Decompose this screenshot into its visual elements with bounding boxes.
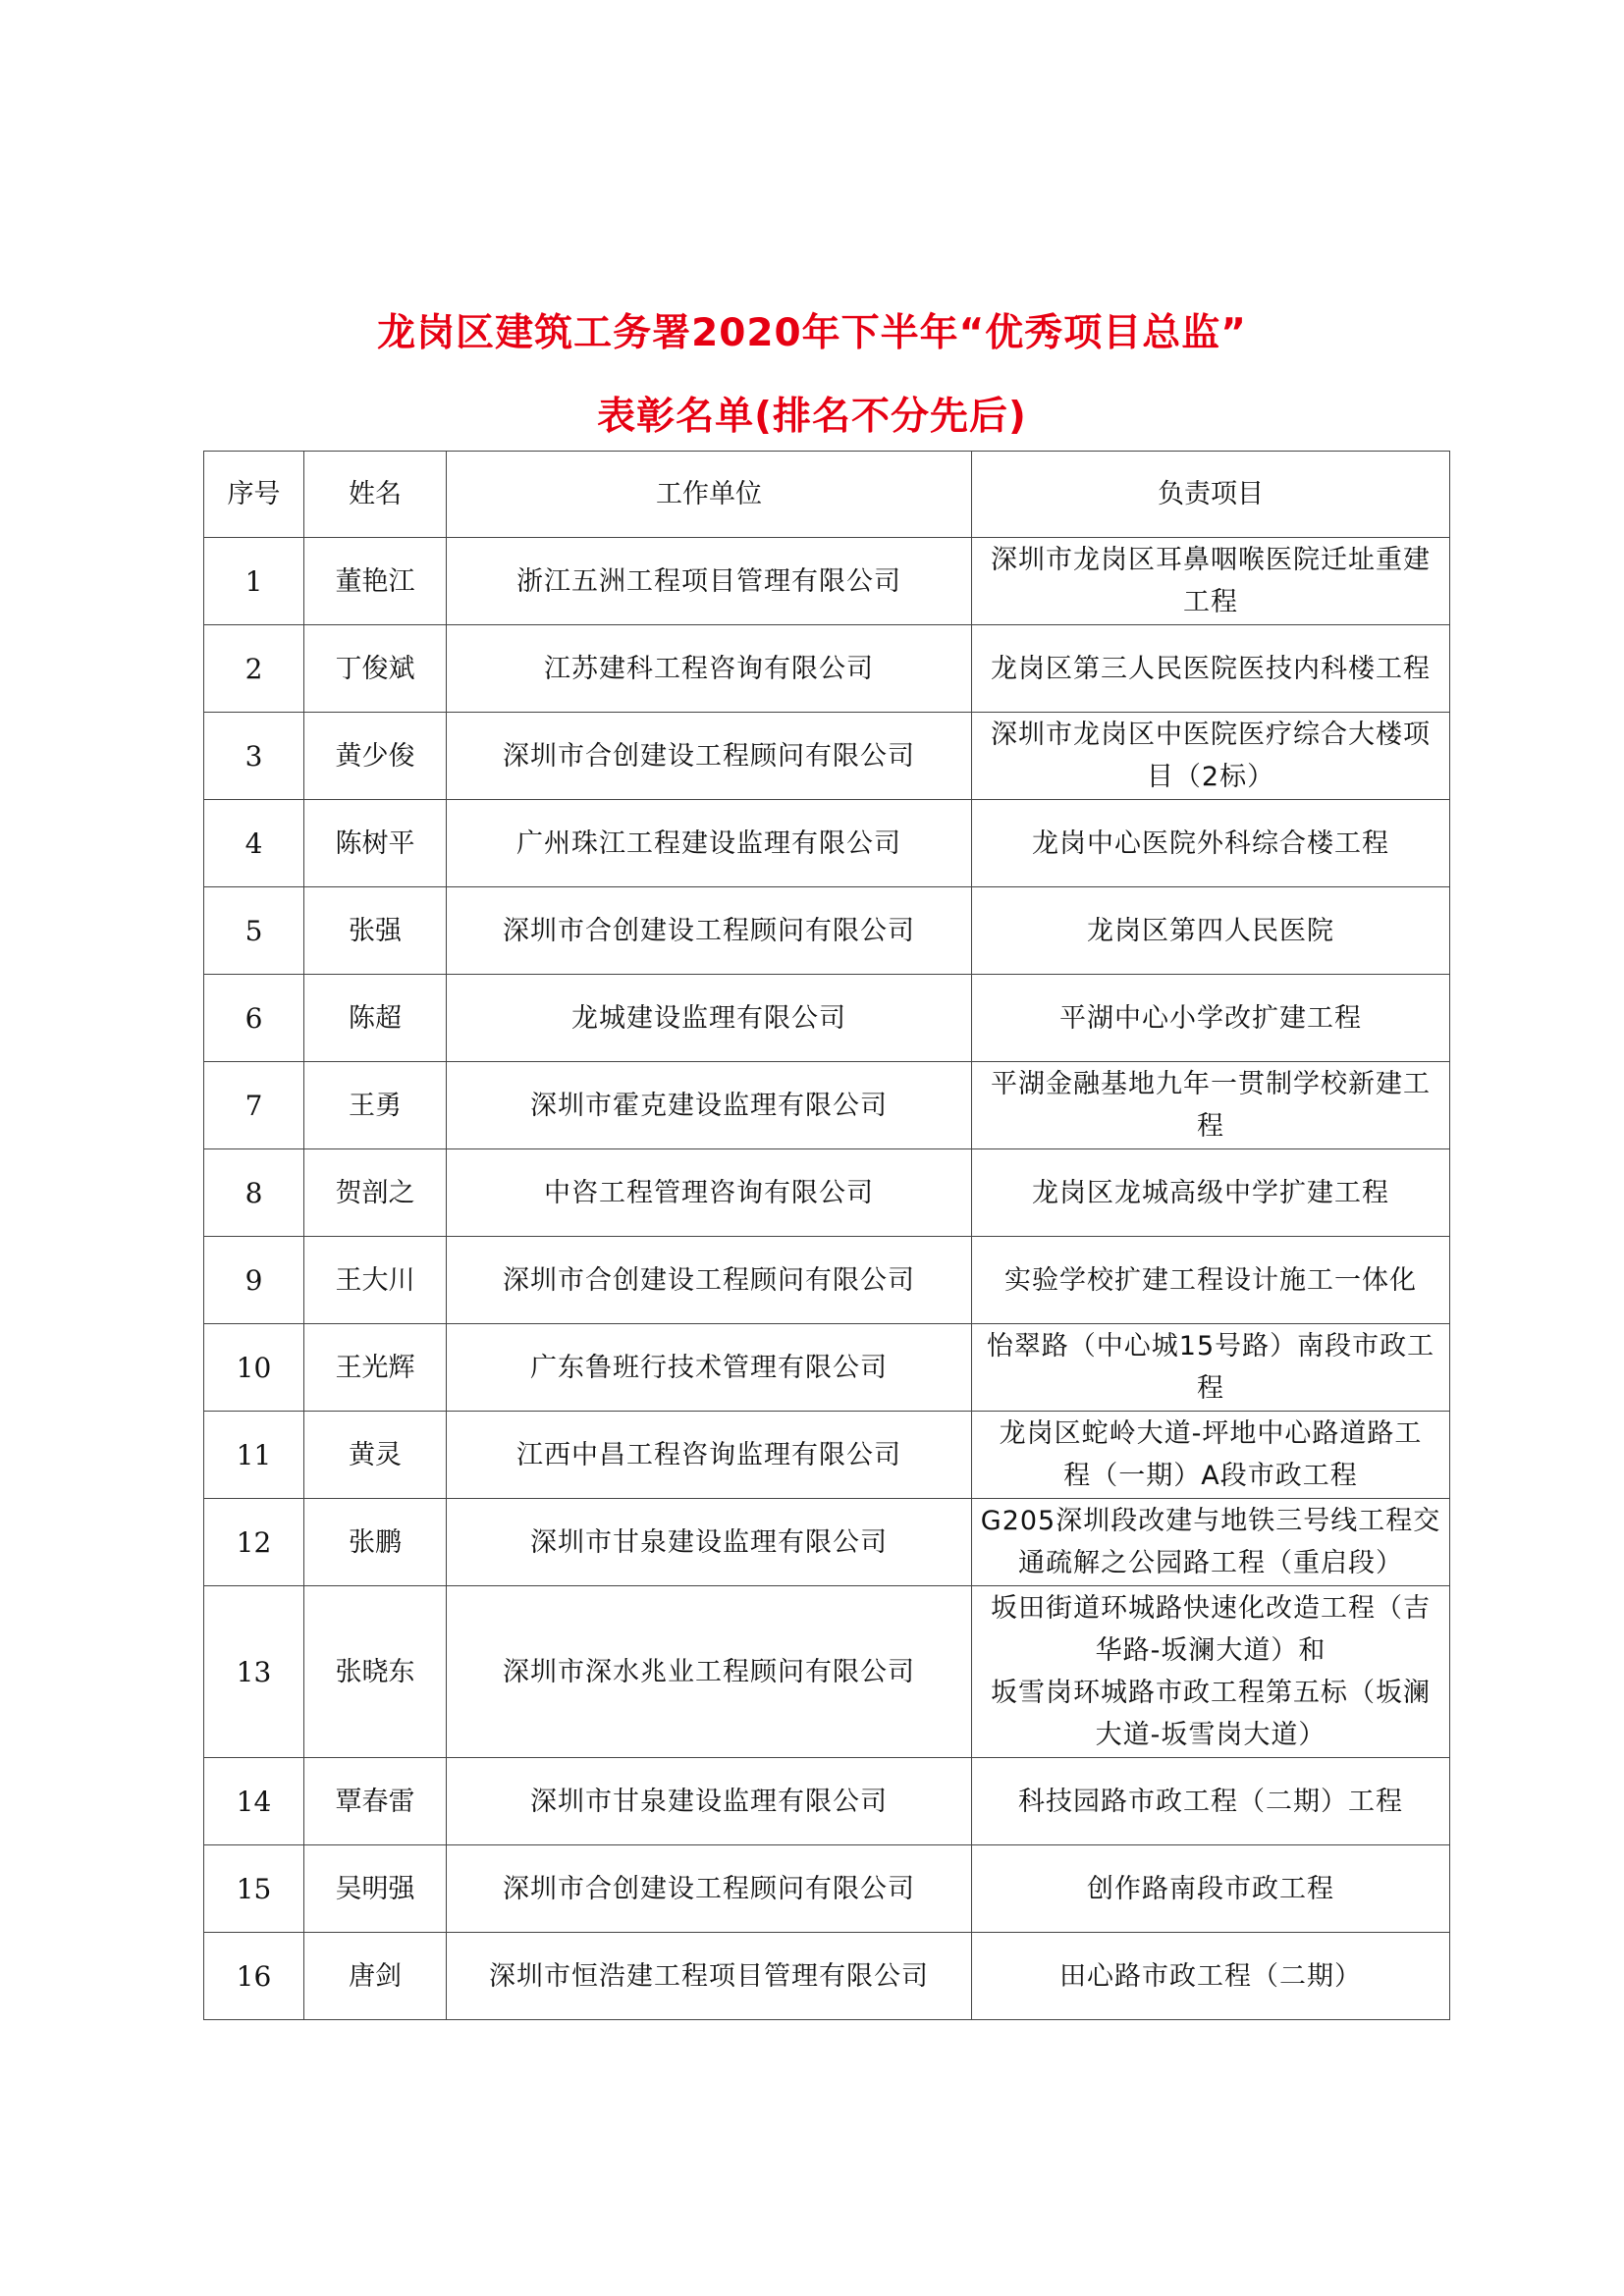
row-employer: 深圳市甘泉建设监理有限公司 <box>447 1499 972 1586</box>
row-employer: 深圳市合创建设工程顾问有限公司 <box>447 1845 972 1933</box>
row-employer: 江西中昌工程咨询监理有限公司 <box>447 1412 972 1499</box>
table-row <box>204 625 1450 713</box>
row-serial: 9 <box>204 1237 304 1324</box>
row-project: 深圳市龙岗区中医院医疗综合大楼项 目（2标） <box>972 713 1450 800</box>
row-name: 唐剑 <box>304 1933 447 2020</box>
row-serial: 16 <box>204 1933 304 2020</box>
row-name: 王光辉 <box>304 1324 447 1412</box>
header-name: 姓名 <box>304 452 447 538</box>
row-employer: 深圳市恒浩建工程项目管理有限公司 <box>447 1933 972 2020</box>
row-name: 陈树平 <box>304 800 447 887</box>
header-project: 负责项目 <box>972 452 1450 538</box>
row-project: 平湖中心小学改扩建工程 <box>972 975 1450 1062</box>
table-row <box>204 975 1450 1062</box>
row-serial: 5 <box>204 887 304 975</box>
row-name: 黄少俊 <box>304 713 447 800</box>
table-row <box>204 538 1450 625</box>
table-row <box>204 887 1450 975</box>
row-employer: 深圳市合创建设工程顾问有限公司 <box>447 887 972 975</box>
row-serial: 2 <box>204 625 304 713</box>
row-employer: 浙江五洲工程项目管理有限公司 <box>447 538 972 625</box>
row-serial: 14 <box>204 1758 304 1845</box>
table-row <box>204 1758 1450 1845</box>
row-project: 科技园路市政工程（二期）工程 <box>972 1758 1450 1845</box>
table-row <box>204 1412 1450 1499</box>
table-row <box>204 1845 1450 1933</box>
table-row <box>204 1586 1450 1758</box>
document-title-line2: 表彰名单(排名不分先后) <box>597 395 1027 439</box>
row-serial: 4 <box>204 800 304 887</box>
row-project: 实验学校扩建工程设计施工一体化 <box>972 1237 1450 1324</box>
row-name: 张鹏 <box>304 1499 447 1586</box>
row-serial: 3 <box>204 713 304 800</box>
row-employer: 深圳市深水兆业工程顾问有限公司 <box>447 1586 972 1758</box>
row-project: 田心路市政工程（二期） <box>972 1933 1450 2020</box>
row-name: 丁俊斌 <box>304 625 447 713</box>
row-employer: 深圳市合创建设工程顾问有限公司 <box>447 713 972 800</box>
row-serial: 12 <box>204 1499 304 1586</box>
row-project: 龙岗区第四人民医院 <box>972 887 1450 975</box>
row-employer: 中咨工程管理咨询有限公司 <box>447 1149 972 1237</box>
table-row <box>204 1499 1450 1586</box>
row-serial: 11 <box>204 1412 304 1499</box>
row-project: 龙岗区第三人民医院医技内科楼工程 <box>972 625 1450 713</box>
row-employer: 龙城建设监理有限公司 <box>447 975 972 1062</box>
row-employer: 广州珠江工程建设监理有限公司 <box>447 800 972 887</box>
table-row <box>204 1933 1450 2020</box>
row-serial: 8 <box>204 1149 304 1237</box>
row-project: 怡翠路（中心城15号路）南段市政工 程 <box>972 1324 1450 1412</box>
table-row <box>204 1324 1450 1412</box>
row-project: 龙岗区龙城高级中学扩建工程 <box>972 1149 1450 1237</box>
row-employer: 深圳市合创建设工程顾问有限公司 <box>447 1237 972 1324</box>
row-name: 吴明强 <box>304 1845 447 1933</box>
row-employer: 广东鲁班行技术管理有限公司 <box>447 1324 972 1412</box>
document-title-line1: 龙岗区建筑工务署2020年下半年“优秀项目总监” <box>377 311 1247 355</box>
row-employer: 江苏建科工程咨询有限公司 <box>447 625 972 713</box>
row-serial: 15 <box>204 1845 304 1933</box>
row-project: 平湖金融基地九年一贯制学校新建工 程 <box>972 1062 1450 1149</box>
row-project: G205深圳段改建与地铁三号线工程交 通疏解之公园路工程（重启段） <box>972 1499 1450 1586</box>
row-employer: 深圳市霍克建设监理有限公司 <box>447 1062 972 1149</box>
row-serial: 7 <box>204 1062 304 1149</box>
row-project: 龙岗中心医院外科综合楼工程 <box>972 800 1450 887</box>
row-employer: 深圳市甘泉建设监理有限公司 <box>447 1758 972 1845</box>
row-name: 贺剖之 <box>304 1149 447 1237</box>
row-project: 创作路南段市政工程 <box>972 1845 1450 1933</box>
row-serial: 1 <box>204 538 304 625</box>
table-row <box>204 713 1450 800</box>
row-name: 董艳江 <box>304 538 447 625</box>
table-row <box>204 1237 1450 1324</box>
row-project: 坂田街道环城路快速化改造工程（吉 华路-坂澜大道）和 坂雪岗环城路市政工程第五标（坂澜 大道-坂雪岗大道） <box>972 1586 1450 1758</box>
row-serial: 10 <box>204 1324 304 1412</box>
row-name: 陈超 <box>304 975 447 1062</box>
row-name: 王大川 <box>304 1237 447 1324</box>
row-name: 王勇 <box>304 1062 447 1149</box>
table-row <box>204 800 1450 887</box>
row-name: 张晓东 <box>304 1586 447 1758</box>
table-row <box>204 1149 1450 1237</box>
row-name: 张强 <box>304 887 447 975</box>
honor-roll-table <box>203 451 1450 2020</box>
row-project: 深圳市龙岗区耳鼻咽喉医院迁址重建 工程 <box>972 538 1450 625</box>
row-serial: 6 <box>204 975 304 1062</box>
row-name: 黄灵 <box>304 1412 447 1499</box>
header-serial: 序号 <box>204 452 304 538</box>
table-row <box>204 1062 1450 1149</box>
header-employer: 工作单位 <box>447 452 972 538</box>
row-serial: 13 <box>204 1586 304 1758</box>
table-header-row <box>204 452 1450 538</box>
row-name: 覃春雷 <box>304 1758 447 1845</box>
row-project: 龙岗区蛇岭大道-坪地中心路道路工 程（一期）A段市政工程 <box>972 1412 1450 1499</box>
